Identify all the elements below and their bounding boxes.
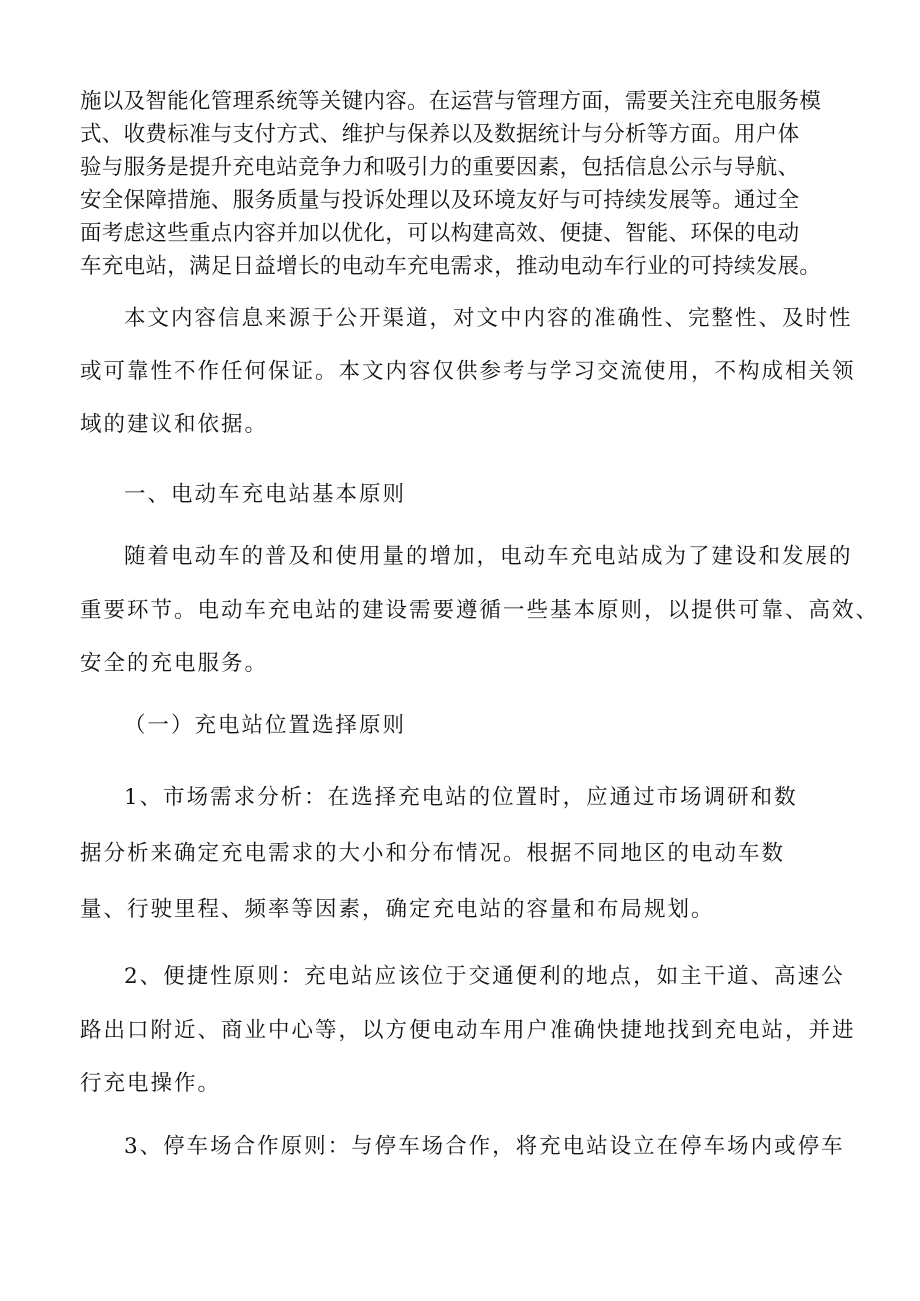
intro-line: 施以及智能化管理系统等关键内容。在运营与管理方面，需要关注充电服务模 bbox=[80, 89, 822, 114]
disclaimer-line: 域的建议和依据。 bbox=[80, 412, 269, 437]
section-heading: 一、电动车充电站基本原则 bbox=[124, 482, 407, 507]
section-intro-line: 安全的充电服务。 bbox=[80, 651, 269, 676]
section-intro-line: 重要环节。电动车充电站的建设需要遵循一些基本原则，以提供可靠、高效、 bbox=[80, 598, 880, 623]
intro-line: 面考虑这些重点内容并加以优化，可以构建高效、便捷、智能、环保的电动 bbox=[80, 221, 800, 246]
disclaimer-line: 或可靠性不作任何保证。本文内容仅供参考与学习交流使用，不构成相关领 bbox=[80, 359, 856, 384]
item-2-line: 2、便捷性原则：充电站应该位于交通便利的地点，如主干道、高速公 bbox=[124, 964, 845, 989]
intro-line: 安全保障措施、服务质量与投诉处理以及环境友好与可持续发展等。通过全 bbox=[80, 188, 800, 213]
intro-line: 式、收费标准与支付方式、维护与保养以及数据统计与分析等方面。用户体 bbox=[80, 122, 800, 147]
item-1-line: 据分析来确定充电需求的大小和分布情况。根据不同地区的电动车数 bbox=[80, 841, 786, 866]
section-intro-line: 随着电动车的普及和使用量的增加，电动车充电站成为了建设和发展的 bbox=[124, 544, 853, 569]
item-2-line: 行充电操作。 bbox=[80, 1071, 222, 1096]
item-1-line: 1、市场需求分析：在选择充电站的位置时，应通过市场调研和数 bbox=[124, 785, 798, 810]
item-1-line: 量、行驶里程、频率等因素，确定充电站的容量和布局规划。 bbox=[80, 897, 715, 922]
item-2-line: 路出口附近、商业中心等，以方便电动车用户准确快捷地找到充电站，并进 bbox=[80, 1018, 856, 1043]
intro-line: 验与服务是提升充电站竞争力和吸引力的重要因素，包括信息公示与导航、 bbox=[80, 155, 800, 180]
intro-line: 车充电站，满足日益增长的电动车充电需求，推动电动车行业的可持续发展。 bbox=[80, 254, 822, 279]
subsection-heading: （一）充电站位置选择原则 bbox=[124, 713, 407, 738]
item-3-line: 3、停车场合作原则：与停车场合作，将充电站设立在停车场内或停车 bbox=[124, 1134, 845, 1159]
disclaimer-line: 本文内容信息来源于公开渠道，对文中内容的准确性、完整性、及时性 bbox=[124, 306, 853, 331]
